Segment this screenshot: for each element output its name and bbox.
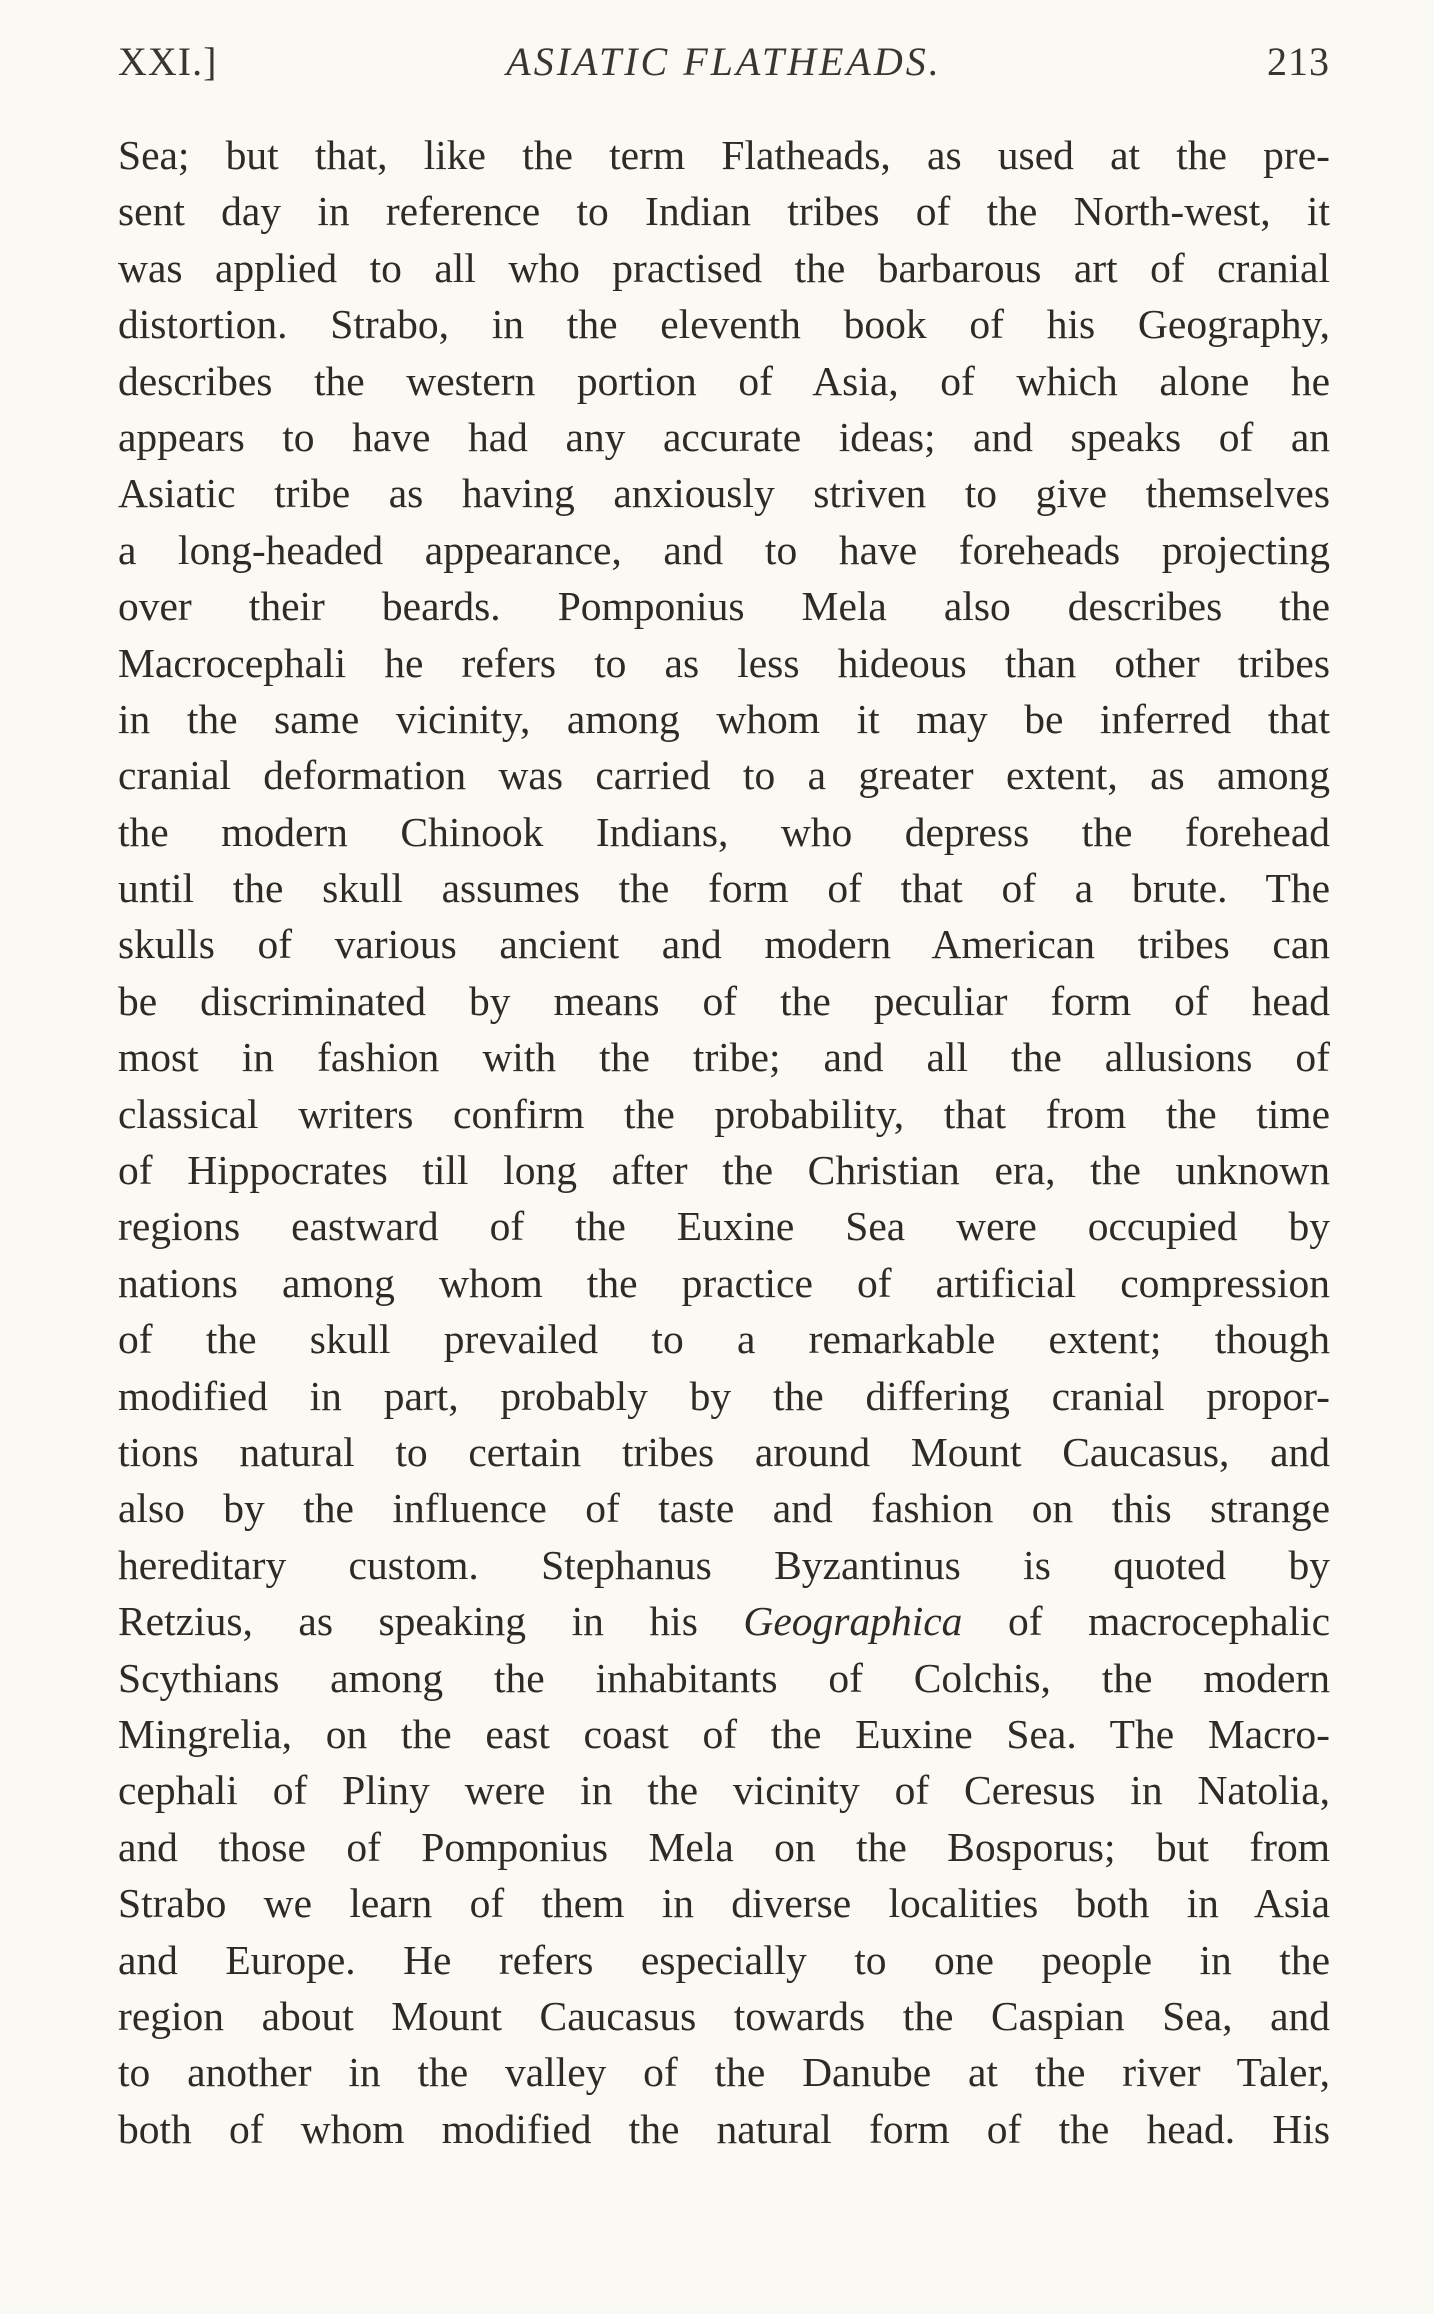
text-line — [118, 1593, 1330, 1649]
running-head — [118, 34, 1330, 90]
text-line: both of whom modified the natural form of the head. His — [118, 2105, 1330, 2152]
chapter-marker: XXI.] — [118, 39, 218, 84]
text-line: in the same vicinity, among whom it may be inferred that — [118, 695, 1330, 742]
text-line: tions natural to certain tribes around Mount Caucasus, and — [118, 1428, 1330, 1475]
text-line: the modern Chinook Indians, who depress the forehead — [118, 808, 1330, 855]
body-text — [118, 127, 1330, 2157]
text-line: a long-headed appearance, and to have foreheads projecting — [118, 526, 1330, 573]
text-line: and those of Pomponius Mela on the Bosporus; but from — [118, 1823, 1330, 1870]
text-line: Mingrelia, on the east coast of the Euxine Sea. The Macro- — [118, 1710, 1330, 1757]
text-line: until the skull assumes the form of that of a brute. The — [118, 865, 1330, 912]
italic-title: Geographica — [743, 1598, 963, 1645]
text-line: appears to have had any accurate ideas; and speaks of an — [118, 413, 1330, 460]
text-line: region about Mount Caucasus towards the Caspian Sea, and — [118, 1992, 1330, 2039]
text-segment: of macrocephalic — [962, 1598, 1330, 1645]
text-line: Macrocephali he refers to as less hideous than other tribes — [118, 639, 1330, 686]
text-line: nations among whom the practice of artificial compression — [118, 1259, 1330, 1306]
text-line: distortion. Strabo, in the eleventh book of his Geography, — [118, 301, 1330, 348]
text-line: Scythians among the inhabitants of Colchis, the modern — [118, 1654, 1330, 1701]
text-line: was applied to all who practised the barbarous art of cranial — [118, 244, 1330, 291]
text-line: describes the western portion of Asia, of which alone he — [118, 357, 1330, 404]
text-line: of the skull prevailed to a remarkable extent; though — [118, 1316, 1330, 1363]
text-line: skulls of various ancient and modern American tribes can — [118, 921, 1330, 968]
text-line: and Europe. He refers especially to one people in the — [118, 1936, 1330, 1983]
text-line: modified in part, probably by the differing cranial propor- — [118, 1372, 1330, 1419]
text-segment: Retzius, as speaking in his — [118, 1598, 744, 1645]
text-line: cephali of Pliny were in the vicinity of Ceresus in Natolia, — [118, 1767, 1330, 1814]
running-title: ASIATIC FLATHEADS. — [506, 39, 942, 84]
text-line: classical writers confirm the probability, that from the time — [118, 1090, 1330, 1137]
text-line: to another in the valley of the Danube at the river Taler, — [118, 2049, 1330, 2096]
text-line: hereditary custom. Stephanus Byzantinus is quoted by — [118, 1541, 1330, 1588]
text-line: be discriminated by means of the peculiar form of head — [118, 977, 1330, 1024]
text-line: most in fashion with the tribe; and all the allusions of — [118, 1034, 1330, 1081]
text-line: Asiatic tribe as having anxiously striven to give themselves — [118, 470, 1330, 517]
page-number: 213 — [1267, 39, 1330, 84]
text-line: cranial deformation was carried to a greater extent, as among — [118, 752, 1330, 799]
text-line: of Hippocrates till long after the Christian era, the unknown — [118, 1147, 1330, 1194]
text-line: Strabo we learn of them in diverse localities both in Asia — [118, 1880, 1330, 1927]
text-line: regions eastward of the Euxine Sea were occupied by — [118, 1203, 1330, 1250]
text-line: over their beards. Pomponius Mela also describes the — [118, 583, 1330, 630]
text-line: also by the influence of taste and fashion on this strange — [118, 1485, 1330, 1532]
text-line: Sea; but that, like the term Flatheads, as used at the pre- — [118, 132, 1330, 178]
text-line: sent day in reference to Indian tribes of the North-west, it — [118, 188, 1330, 235]
